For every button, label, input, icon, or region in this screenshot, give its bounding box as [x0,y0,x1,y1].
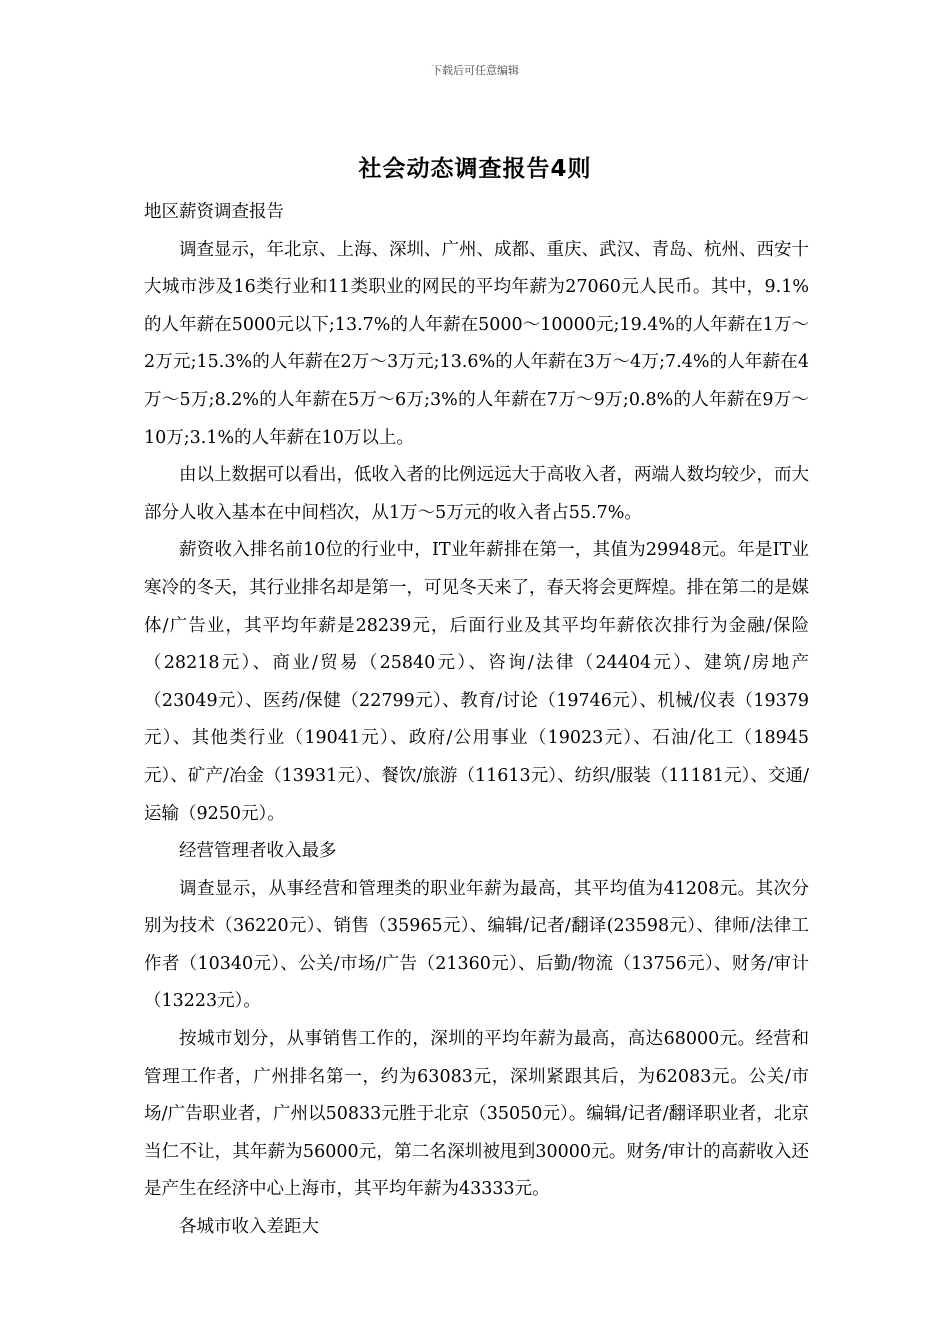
paragraph-salary-distribution: 调查显示，年北京、上海、深圳、广州、成都、重庆、武汉、青岛、杭州、西安十大城市涉及16类行业和11类职业的网民的平均年薪为27060元人民币。其中，9.1%的人年薪在5000元以下;13.7%的人年薪在5000～10000元;19.4%的人年薪在1万～2万元;15.3%的人年薪在2万～3万元;13.6%的人年薪在3万～4万;7.4%的人年薪在4万～5万;8.2%的人年薪在5万～6万;3%的人年薪在7万～9万;0.8%的人年薪在9万～10万;3.1%的人年薪在10万以上。 [144,239,809,448]
paragraph-industry-ranking: 薪资收入排名前10位的行业中，IT业年薪排在第一，其值为29948元。年是IT业寒冷的冬天，其行业排名却是第一，可见冬天来了，春天将会更辉煌。排在第二的是媒体/广告业，其平均年薪是28239元，后面行业及其平均年薪依次排行为金融/保险（28218元）、商业/贸易（25840元）、咨询/法律（24404元）、建筑/房地产（23049元）、医药/保健（22799元）、教育/讨论（19746元）、机械/仪表（19379元）、其他类行业（19041元）、政府/公用事业（19023元）、石油/化工（18945元）、矿产/冶金（13931元）、餐饮/旅游（11613元）、纺织/服装（11181元）、交通/运输（9250元）。 [144,540,809,824]
paragraph-occupation-salaries: 调查显示，从事经营和管理类的职业年薪为最高，其平均值为41208元。其次分别为技术（36220元）、销售（35965元）、编辑/记者/翻译(23598元）、律师/法律工作者（10340元）、公关/市场/广告（21360元）、后勤/物流（13756元）、财务/审计（13223元）。 [144,878,809,1012]
section-heading-salary-survey: 地区薪资调查报告 [144,202,284,222]
section-heading-city-gap: 各城市收入差距大 [179,1217,319,1238]
paragraph-income-analysis: 由以上数据可以看出，低收入者的比例远远大于高收入者，两端人数均较少，而大部分人收入基本在中间档次，从1万～5万元的收入者占55.7%。 [144,465,809,523]
section-heading-managers: 经营管理者收入最多 [179,841,337,862]
document-title: 社会动态调查报告4则 [358,156,592,182]
page-header-note: 下载后可任意编辑 [431,64,519,77]
document-body [144,194,809,1247]
paragraph-city-breakdown: 按城市划分，从事销售工作的，深圳的平均年薪为最高，高达68000元。经营和管理工作者，广州排名第一，约为63083元，深圳紧跟其后，为62083元。公关/市场/广告职业者，广州以50833元胜于北京（35050元）。编辑/记者/翻译职业者，北京当仁不让，其年薪为56000元，第二名深圳被甩到30000元。财务/审计的高薪收入还是产生在经济中心上海市，其平均年薪为43333元。 [144,1029,809,1200]
